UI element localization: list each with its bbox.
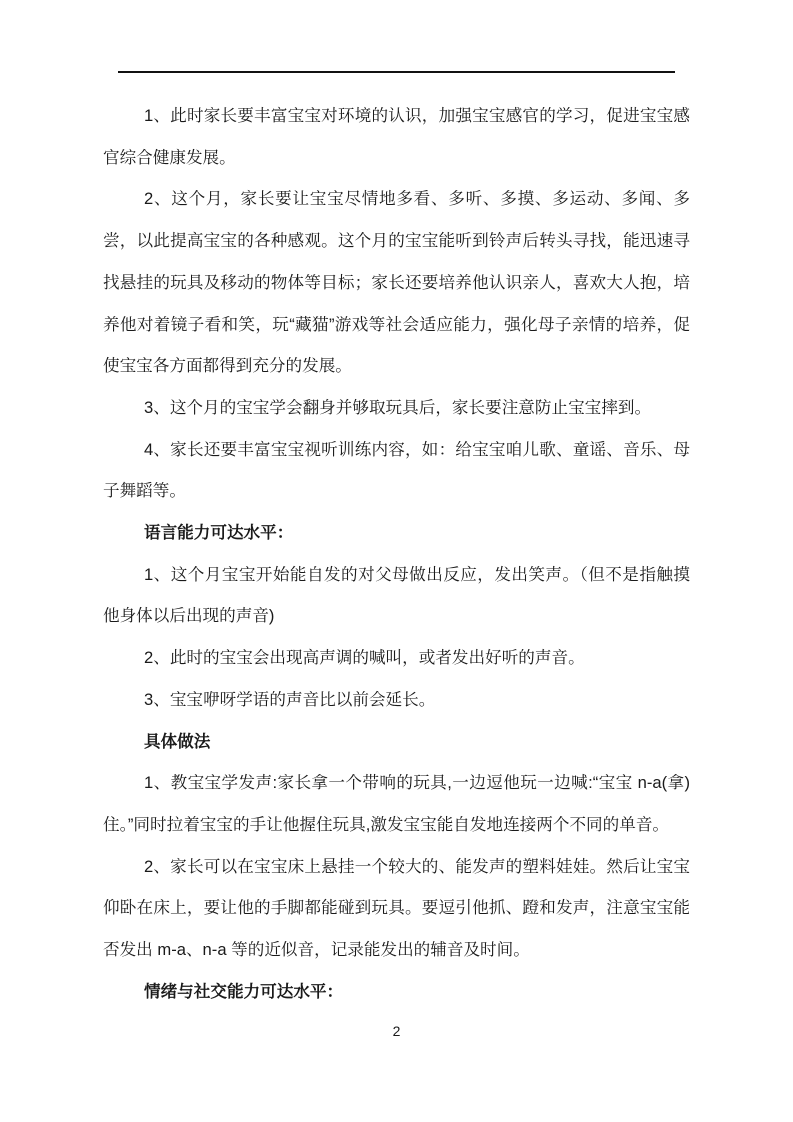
section-heading-specific-methods: 具体做法: [144, 731, 211, 751]
body-paragraph: 2、这个月，家长要让宝宝尽情地多看、多听、多摸、多运动、多闻、多尝，以此提高宝宝的各种感观。这个月的宝宝能听到铃声后转头寻找，能迅速寻找悬挂的玩具及移动的物体等目标；家长还要培养他认识亲人，喜欢大人抱，培养他对着镜子看和笑，玩“藏猫”游戏等社会适应能力，强化母子亲情的培养，促使宝宝各方面都得到充分的发展。: [103, 189, 690, 376]
header-rule: [118, 71, 675, 73]
body-paragraph: 3、这个月的宝宝学会翻身并够取玩具后，家长要注意防止宝宝摔到。: [144, 397, 652, 417]
body-paragraph: 4、家长还要丰富宝宝视听训练内容，如：给宝宝咱儿歌、童谣、音乐、母子舞蹈等。: [103, 439, 690, 501]
body-paragraph: 1、教宝宝学发声:家长拿一个带响的玩具,一边逗他玩一边喊:“宝宝 n-a(拿)住。”同时拉着宝宝的手让他握住玩具,激发宝宝能自发地连接两个不同的单音。: [103, 773, 690, 834]
body-paragraph: 1、这个月宝宝开始能自发的对父母做出反应，发出笑声。（但不是指触摸他身体以后出现的声音): [103, 564, 690, 626]
page-footer: [0, 1022, 793, 1040]
section-heading-language-ability: 语言能力可达水平：: [144, 523, 294, 543]
document-body: [103, 95, 690, 1012]
body-paragraph: 2、此时的宝宝会出现高声调的喊叫，或者发出好听的声音。: [144, 648, 585, 668]
body-paragraph: 1、此时家长要丰富宝宝对环境的认识，加强宝宝感官的学习，促进宝宝感官综合健康发展。: [103, 106, 690, 167]
body-paragraph: 2、家长可以在宝宝床上悬挂一个较大的、能发声的塑料娃娃。然后让宝宝仰卧在床上，要让他的手脚都能碰到玩具。要逗引他抓、蹬和发声，注意宝宝能否发出 m-a、n-a 等的近似音，记录能发出的辅音及时间。: [103, 856, 690, 960]
page-number: 2: [392, 1023, 401, 1039]
section-heading-social-emotional: 情绪与社交能力可达水平：: [144, 981, 344, 1001]
body-paragraph: 3、宝宝咿呀学语的声音比以前会延长。: [144, 689, 436, 709]
